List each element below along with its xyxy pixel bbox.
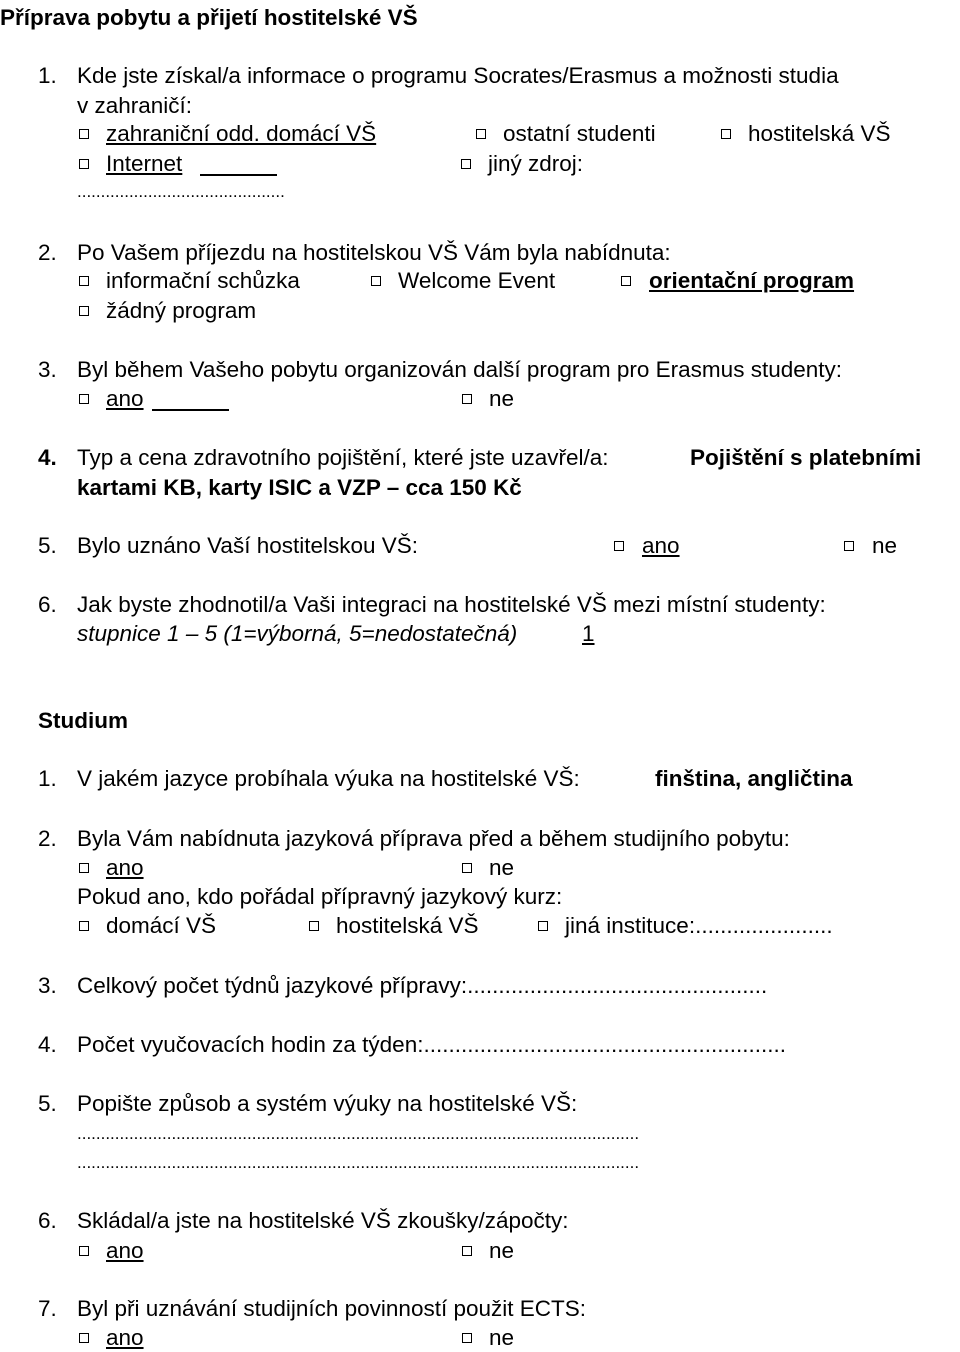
checkbox[interactable] <box>79 1246 89 1256</box>
question-number: 3. <box>38 973 57 998</box>
checkbox[interactable] <box>476 129 486 139</box>
option-label: ne <box>489 1325 515 1350</box>
checkbox[interactable] <box>79 306 89 316</box>
option-label: ano <box>106 1325 144 1350</box>
fill-in-line <box>0 1120 960 1148</box>
question-number: 2. <box>38 240 57 265</box>
dots: ....................................................................................................................... <box>77 1124 640 1143</box>
option-label: ano <box>106 855 144 880</box>
question-text: Jak byste zhodnotil/a Vaši integraci na hostitelské VŠ mezi místní studenty: <box>77 592 826 617</box>
checkbox[interactable] <box>721 129 731 139</box>
question-number: 1. <box>38 63 57 88</box>
checkbox[interactable] <box>79 276 89 286</box>
question-number: 7. <box>38 1296 57 1321</box>
answer-text: kartami KB, karty ISIC a VZP – cca 150 Kč <box>77 475 522 500</box>
question-number: 5. <box>38 1091 57 1116</box>
option-label: hostitelská VŠ <box>748 121 891 146</box>
checkbox[interactable] <box>462 1246 472 1256</box>
question-text: v zahraničí: <box>77 93 193 118</box>
option-label: ostatní studenti <box>503 121 656 146</box>
option-label: domácí VŠ <box>106 913 217 938</box>
option-label: hostitelská VŠ <box>336 913 479 938</box>
option-label: Welcome Event <box>398 268 556 293</box>
question-number: 5. <box>38 533 57 558</box>
question-text: Po Vašem příjezdu na hostitelskou VŠ Vám byla nabídnuta: <box>77 240 671 265</box>
question-number: 4. <box>38 445 57 470</box>
checkbox[interactable] <box>614 541 624 551</box>
answer-text: finština, angličtina <box>655 766 853 791</box>
checkbox[interactable] <box>538 921 548 931</box>
section-title: Studium <box>38 708 128 733</box>
question-number: 4. <box>38 1032 57 1057</box>
checkbox[interactable] <box>309 921 319 931</box>
option-label: ne <box>872 533 898 558</box>
option-label: zahraniční odd. domácí VŠ <box>106 121 377 146</box>
option-label: ne <box>489 1238 515 1263</box>
checkbox[interactable] <box>79 863 89 873</box>
checkbox[interactable] <box>79 921 89 931</box>
dots: ....................................................................................................................... <box>77 1153 640 1172</box>
answer-underline <box>152 409 229 411</box>
checkbox[interactable] <box>844 541 854 551</box>
dots: ............................................ <box>77 182 285 201</box>
scale-text: stupnice 1 – 5 (1=výborná, 5=nedostatečná) <box>77 621 518 646</box>
option-label: jiná instituce:...................... <box>565 913 833 938</box>
page-title: Příprava pobytu a přijetí hostitelské VŠ <box>0 5 418 30</box>
option-label: ne <box>489 386 515 411</box>
checkbox[interactable] <box>462 863 472 873</box>
question-number: 6. <box>38 592 57 617</box>
option-label: ne <box>489 855 515 880</box>
question-text: Typ a cena zdravotního pojištění, které jste uzavřel/a: <box>77 445 609 470</box>
checkbox[interactable] <box>79 1333 89 1343</box>
answer-value: 1 <box>582 621 595 646</box>
option-label: ano <box>106 386 144 411</box>
checkbox[interactable] <box>462 1333 472 1343</box>
checkbox[interactable] <box>79 394 89 404</box>
checkbox[interactable] <box>79 129 89 139</box>
answer-text: Pojištění s platebními <box>690 445 922 470</box>
question-text: Skládal/a jste na hostitelské VŠ zkoušky/zápočty: <box>77 1208 569 1233</box>
question-text: Byl při uznávání studijních povinností použit ECTS: <box>77 1296 587 1321</box>
option-label: žádný program <box>106 298 257 323</box>
checkbox[interactable] <box>461 159 471 169</box>
answer-underline <box>200 174 277 176</box>
question-text: Byla Vám nabídnuta jazyková příprava před a během studijního pobytu: <box>77 826 790 851</box>
option-label: orientační program <box>649 268 855 293</box>
question-number: 6. <box>38 1208 57 1233</box>
option-label: Internet <box>106 151 183 176</box>
question-text: Kde jste získal/a informace o programu Socrates/Erasmus a možnosti studia <box>77 63 839 88</box>
question-text: Celkový počet týdnů jazykové přípravy:................................................ <box>77 973 768 998</box>
question-text: Bylo uznáno Vaší hostitelskou VŠ: <box>77 533 419 558</box>
option-label: jiný zdroj: <box>488 151 584 176</box>
option-label: ano <box>642 533 680 558</box>
question-text: V jakém jazyce probíhala výuka na hostitelské VŠ: <box>77 766 580 791</box>
question-text: Byl během Vašeho pobytu organizován další program pro Erasmus studenty: <box>77 357 842 382</box>
checkbox[interactable] <box>79 159 89 169</box>
fill-in-line <box>0 1149 960 1177</box>
option-label: ano <box>106 1238 144 1263</box>
question-number: 1. <box>38 766 57 791</box>
question-text: Počet vyučovacích hodin za týden:.......................................................... <box>77 1032 787 1057</box>
question-number: 3. <box>38 357 57 382</box>
checkbox[interactable] <box>621 276 631 286</box>
checkbox[interactable] <box>371 276 381 286</box>
question-text: Pokud ano, kdo pořádal přípravný jazykový kurz: <box>77 884 563 909</box>
option-label: informační schůzka <box>106 268 300 293</box>
checkbox[interactable] <box>462 394 472 404</box>
question-number: 2. <box>38 826 57 851</box>
question-text: Popište způsob a systém výuky na hostitelské VŠ: <box>77 1091 578 1116</box>
